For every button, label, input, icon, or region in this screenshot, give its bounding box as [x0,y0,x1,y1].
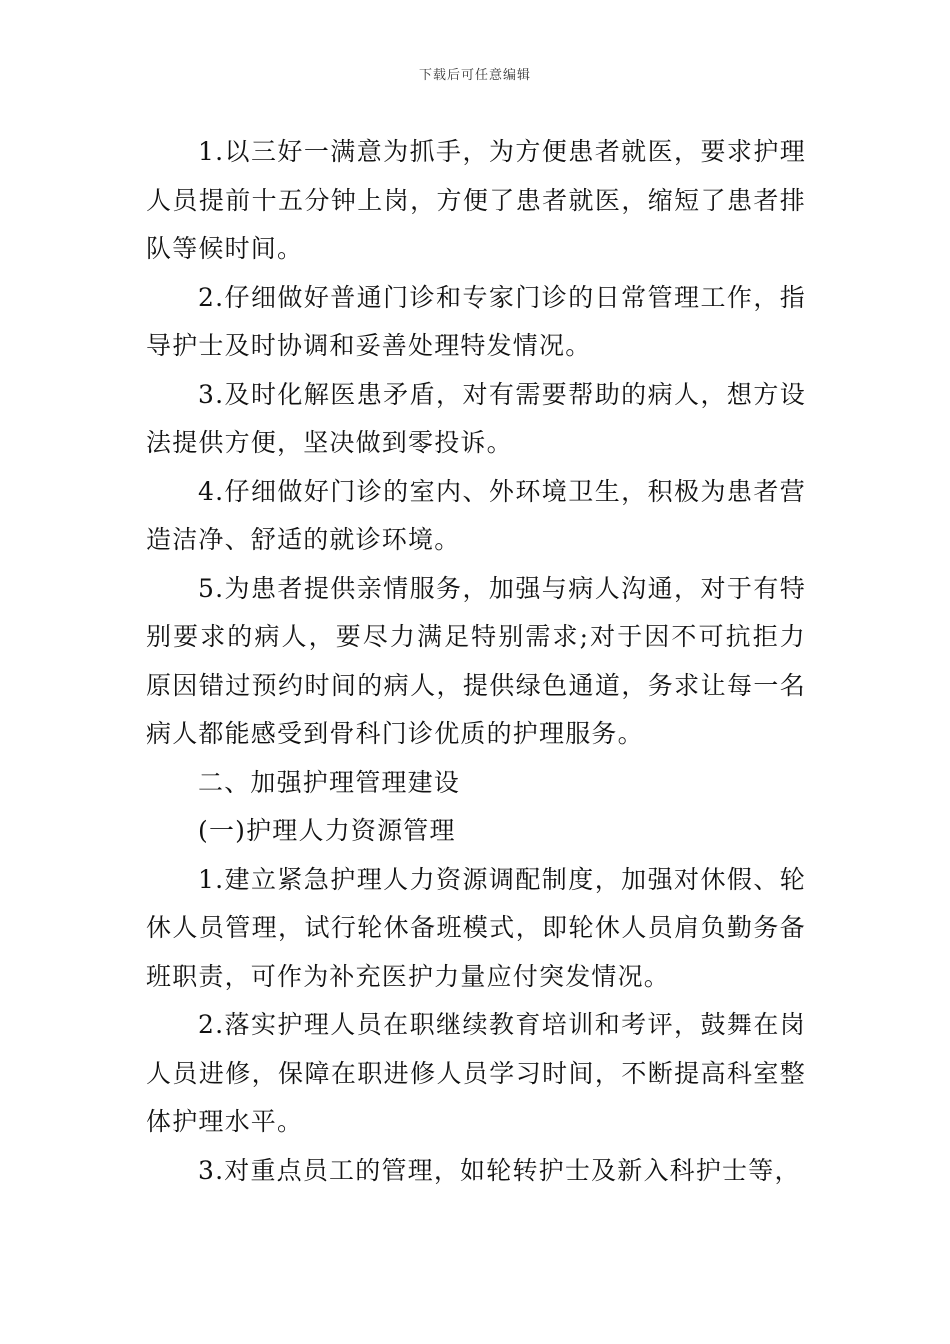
header-note: 下载后可任意编辑 [418,68,531,83]
paragraph-item-6: 1.建立紧急护理人力资源调配制度，加强对休假、轮休人员管理，试行轮休备班模式，即轮休人员肩负勤务备班职责，可作为补充医护力量应付突发情况。 [146,864,806,991]
document-body [146,128,806,1195]
paragraph-item-5: 5.为患者提供亲情服务，加强与病人沟通，对于有特别要求的病人，要尽力满足特别需求;对于因不可抗拒力原因错过预约时间的病人，提供绿色通道，务求让每一名病人都能感受到骨科门诊优质的护理服务。 [146,573,806,748]
paragraph-item-4: 4.仔细做好门诊的室内、外环境卫生，积极为患者营造洁净、舒适的就诊环境。 [146,476,806,554]
paragraph-item-3: 3.及时化解医患矛盾，对有需要帮助的病人，想方设法提供方便，坚决做到零投诉。 [146,379,806,457]
paragraph-item-7: 2.落实护理人员在职继续教育培训和考评，鼓舞在岗人员进修，保障在职进修人员学习时间，不断提高科室整体护理水平。 [146,1010,806,1136]
paragraph-item-1: 1.以三好一满意为抓手，为方便患者就医，要求护理人员提前十五分钟上岗，方便了患者就医，缩短了患者排队等候时间。 [146,137,806,263]
subsection-heading: (一)护理人力资源管理 [198,816,456,845]
paragraph-item-8: 3.对重点员工的管理，如轮转护士及新入科护士等， [198,1155,801,1185]
paragraph-item-2: 2.仔细做好普通门诊和专家门诊的日常管理工作，指导护士及时协调和妥善处理特发情况。 [146,282,806,360]
section-heading: 二、加强护理管理建设 [198,767,461,797]
